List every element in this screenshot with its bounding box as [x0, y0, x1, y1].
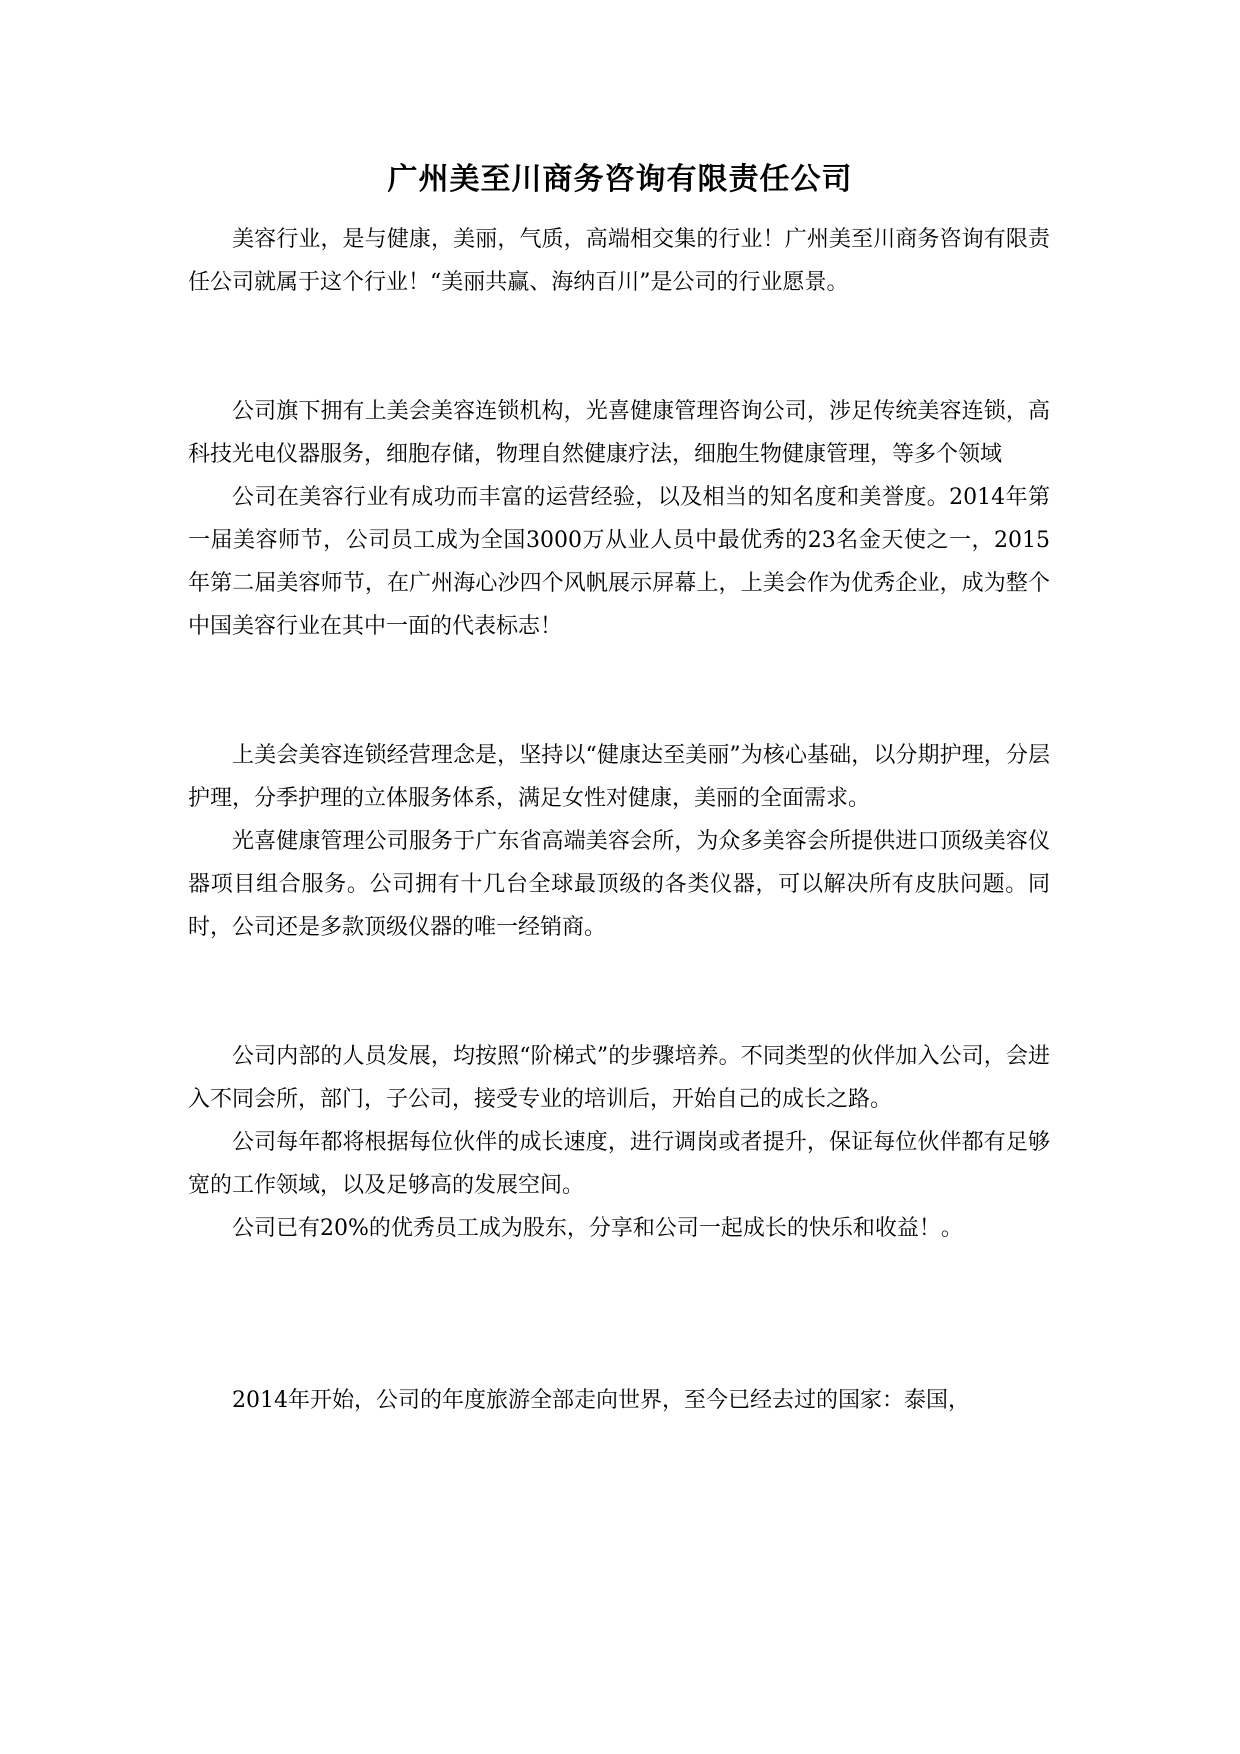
paragraph-spacer [188, 304, 1050, 390]
paragraph-spacer [188, 1250, 1050, 1336]
paragraph-spacer [188, 648, 1050, 734]
document-title: 广州美至川商务咨询有限责任公司 [387, 162, 853, 197]
paragraph-subsidiaries: 公司旗下拥有上美会美容连锁机构，光喜健康管理咨询公司，涉足传统美容连锁，高科技光电仪器服务，细胞存储，物理自然健康疗法，细胞生物健康管理，等多个领域 [188, 399, 1050, 467]
paragraph-shareholders: 公司已有20%的优秀员工成为股东，分享和公司一起成长的快乐和收益！。 [232, 1216, 963, 1241]
paragraph-promotion: 公司每年都将根据每位伙伴的成长速度，进行调岗或者提升，保证每位伙伴都有足够宽的工作领域，以及足够高的发展空间。 [188, 1130, 1050, 1198]
paragraph-spacer [188, 949, 1050, 1035]
paragraph-spacer [188, 1336, 1050, 1379]
paragraph-experience: 公司在美容行业有成功而丰富的运营经验，以及相当的知名度和美誉度。2014年第一届美容师节，公司员工成为全国3000万从业人员中最优秀的23名金天使之一，2015年第二届美容师节，在广州海心沙四个风帆展示屏幕上，上美会作为优秀企业，成为整个中国美容行业在其中一面的代表标志！ [188, 485, 1050, 639]
paragraph-staff-development: 公司内部的人员发展，均按照“阶梯式”的步骤培养。不同类型的伙伴加入公司，会进入不同会所，部门，子公司，接受专业的培训后，开始自己的成长之路。 [188, 1044, 1050, 1112]
paragraph-guangxi-service: 光喜健康管理公司服务于广东省高端美容会所，为众多美容会所提供进口顶级美容仪器项目组合服务。公司拥有十几台全球最顶级的各类仪器，可以解决所有皮肤问题。同时，公司还是多款顶级仪器的唯一经销商。 [188, 829, 1050, 940]
document-body [188, 218, 1050, 1422]
paragraph-travel: 2014年开始，公司的年度旅游全部走向世界，至今已经去过的国家：泰国， [232, 1388, 970, 1413]
paragraph-philosophy: 上美会美容连锁经营理念是，坚持以“健康达至美丽”为核心基础，以分期护理，分层护理，分季护理的立体服务体系，满足女性对健康，美丽的全面需求。 [188, 743, 1050, 811]
paragraph-industry-intro: 美容行业，是与健康，美丽，气质，高端相交集的行业！广州美至川商务咨询有限责任公司就属于这个行业！“美丽共赢、海纳百川”是公司的行业愿景。 [188, 227, 1050, 295]
